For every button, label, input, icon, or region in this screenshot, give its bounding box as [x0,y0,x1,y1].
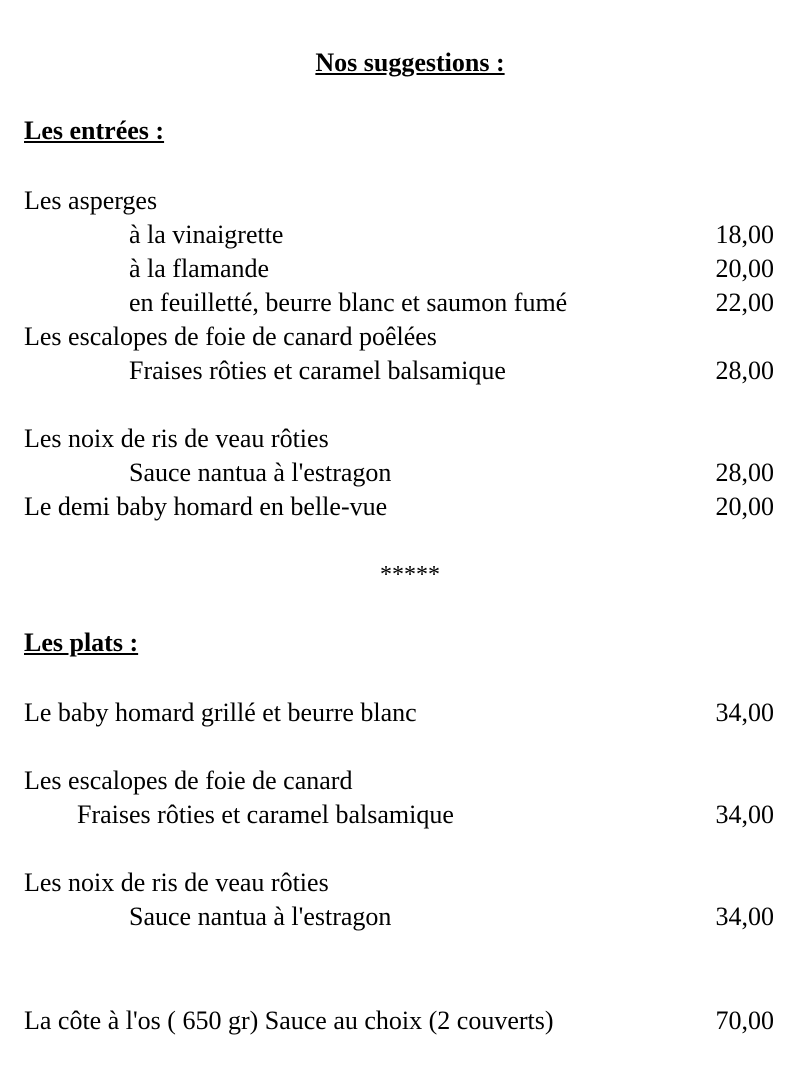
menu-item [0,764,800,798]
section-heading-plats: Les plats : [24,628,139,657]
item-label: à la flamande [129,254,270,283]
item-price: 28,00 [715,458,774,487]
menu-item [0,900,800,934]
item-label: Les escalopes de foie de canard poêlées [24,322,437,351]
item-price: 28,00 [715,356,774,385]
menu-item [0,286,800,320]
item-label: Les escalopes de foie de canard [24,766,353,795]
item-label: La côte à l'os ( 650 gr) Sauce au choix (2 couverts) [24,1006,554,1035]
item-price: 34,00 [715,698,774,727]
item-price: 22,00 [715,288,774,317]
section-heading-entrees: Les entrées : [24,116,165,145]
item-price: 18,00 [715,220,774,249]
menu-item [0,422,800,456]
menu-item [0,696,800,730]
item-label: Le demi baby homard en belle-vue [24,492,388,521]
menu-item [0,1004,800,1038]
item-label: en feuilletté, beurre blanc et saumon fumé [129,288,568,317]
item-label: Les noix de ris de veau rôties [24,424,329,453]
menu-item [0,456,800,490]
menu-item [0,184,800,218]
item-label: à la vinaigrette [129,220,284,249]
menu-item [0,354,800,388]
item-label: Les noix de ris de veau rôties [24,868,329,897]
item-price: 70,00 [715,1006,774,1035]
section-separator: ***** [380,562,440,588]
item-price: 34,00 [715,800,774,829]
item-price: 34,00 [715,902,774,931]
menu-item [0,798,800,832]
item-price: 20,00 [715,492,774,521]
page-title: Nos suggestions : [315,48,505,77]
item-label: Sauce nantua à l'estragon [129,458,392,487]
item-label: Le baby homard grillé et beurre blanc [24,698,417,727]
menu-item [0,490,800,524]
item-label: Fraises rôties et caramel balsamique [129,356,506,385]
menu-item [0,320,800,354]
item-price: 20,00 [715,254,774,283]
menu-item [0,252,800,286]
menu-item [0,218,800,252]
item-label: Fraises rôties et caramel balsamique [77,800,454,829]
item-label: Sauce nantua à l'estragon [129,902,392,931]
menu-item [0,866,800,900]
item-label: Les asperges [24,186,158,215]
